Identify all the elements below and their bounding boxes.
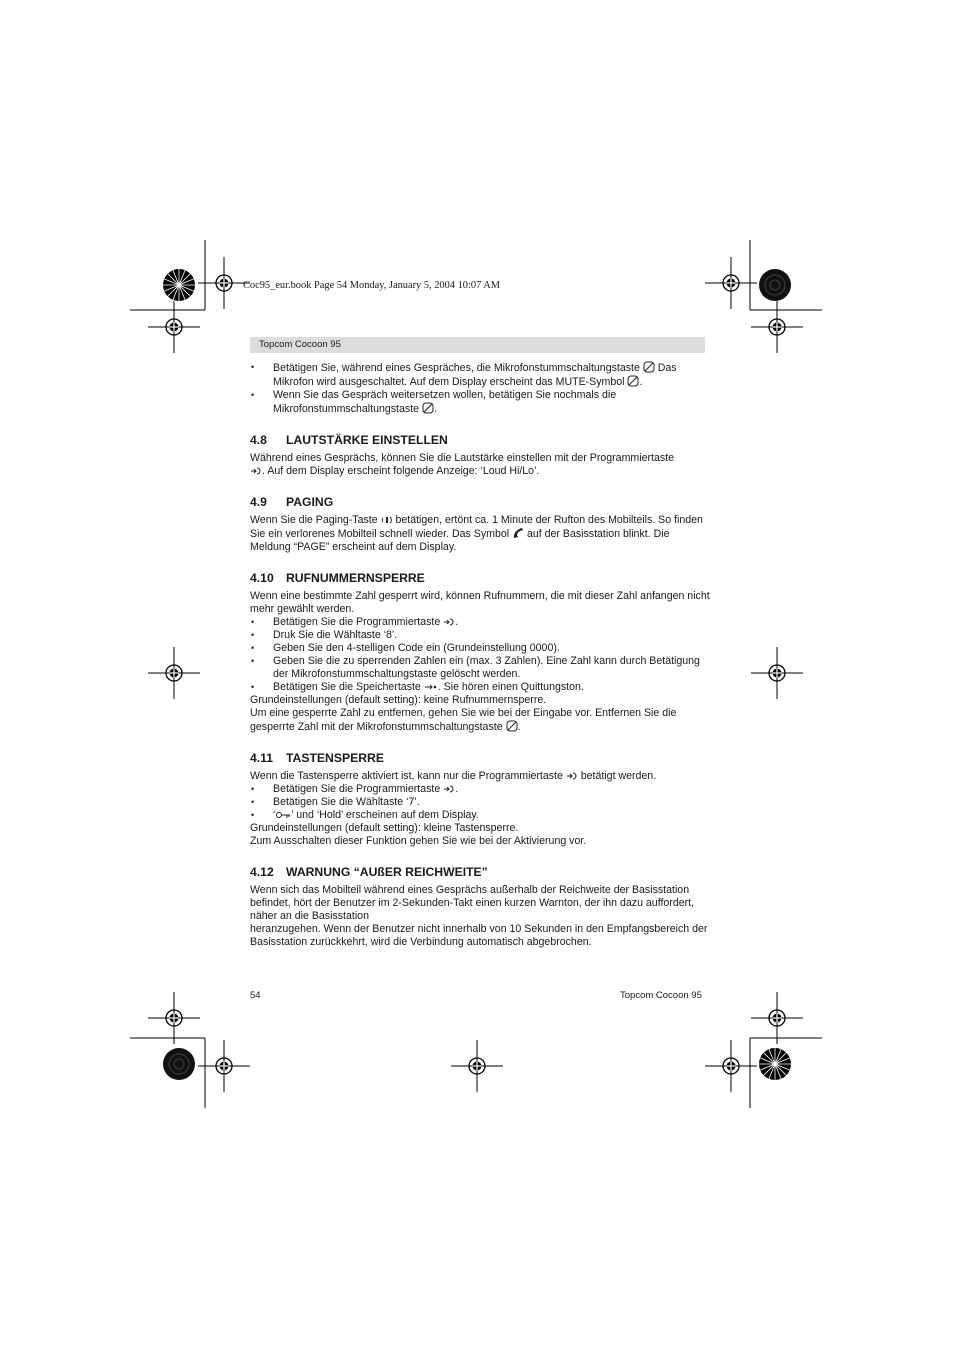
list-item: • Betätigen Sie die Programmiertaste . xyxy=(250,616,710,629)
crosshair-icon xyxy=(751,301,803,353)
paragraph: Grundeinstellungen (default setting): kleine Tastensperre. xyxy=(250,822,519,834)
section-4-12 xyxy=(250,865,710,949)
paragraph: Wenn Sie die Paging-Taste betätigen, ertönt ca. 1 Minute der Rufton des Mobilteils. So finden Sie ein verlorenes Mobilteil schnell wieder. Das Symbol auf der Basisstation blinkt. Die Meldung “PAGE” erscheint auf dem Display. xyxy=(250,514,703,553)
paging-key-icon xyxy=(381,515,393,525)
crosshair-icon xyxy=(705,1040,757,1092)
section-4-11 xyxy=(250,751,710,848)
section-4-9 xyxy=(250,495,710,554)
header-title: Topcom Cocoon 95 xyxy=(259,339,341,350)
list-item: • Druk Sie die Wähltaste ‘8’. xyxy=(250,629,710,642)
crosshair-icon xyxy=(751,992,803,1044)
program-key-icon xyxy=(566,771,578,781)
section-4-8 xyxy=(250,433,710,478)
list-item: • ‘ ’ und ‘Hold’ erscheinen auf dem Display. xyxy=(250,809,710,822)
program-key-icon xyxy=(443,784,455,794)
paragraph: Zum Ausschalten dieser Funktion gehen Sie wie bei der Aktivierung vor. xyxy=(250,835,587,847)
crosshair-icon xyxy=(705,257,757,309)
phone-handset-icon xyxy=(512,527,524,539)
list-item: • Betätigen Sie, während eines Gespräches, die Mikrofonstummschaltungstaste Das Mikrofon wird ausgeschaltet. Auf dem Display erscheint das MUTE-Symbol . xyxy=(250,361,710,389)
page-content xyxy=(250,361,710,949)
section-heading: 4.12 WARNUNG “AUßER REICHWEITE” xyxy=(250,865,488,879)
paragraph: Wenn sich das Mobilteil während eines Gesprächs außerhalb der Reichweite der Basisstation befindet, hört der Benutzer im 2-Sekunden-Takt einen kurzen Warnton, der ihn dazu auffordert, näher an die Basisstation xyxy=(250,884,695,922)
crosshair-icon xyxy=(148,992,200,1044)
mute-key-icon xyxy=(506,720,518,732)
mute-symbol-icon xyxy=(627,375,639,387)
paragraph: Um eine gesperrte Zahl zu entfernen, gehen Sie wie bei der Eingabe vor. Entfernen Sie die gesperrte Zahl mit der Mikrofonstummschaltungstaste . xyxy=(250,707,677,733)
list-item: • Wenn Sie das Gespräch weitersetzen wollen, betätigen Sie nochmals die Mikrofonstummschaltungstaste . xyxy=(250,389,710,416)
crosshair-icon xyxy=(198,1040,250,1092)
section-heading: 4.9 PAGING xyxy=(250,495,334,509)
crosshair-icon xyxy=(751,647,803,699)
mute-key-icon xyxy=(422,402,434,414)
page-number: 54 xyxy=(250,990,261,1001)
crosshair-icon xyxy=(148,301,200,353)
mute-key-icon xyxy=(643,361,655,373)
running-header xyxy=(250,337,705,353)
list-item: • Betätigen Sie die Speichertaste . Sie hören einen Quittungston. xyxy=(250,681,710,694)
section-heading: 4.11 TASTENSPERRE xyxy=(250,751,384,765)
program-key-icon xyxy=(443,617,455,627)
footer-title: Topcom Cocoon 95 xyxy=(620,990,702,1001)
section-4-10 xyxy=(250,571,710,734)
section-heading: 4.8 LAUTSTÄRKE EINSTELLEN xyxy=(250,433,448,447)
paragraph: heranzugehen. Wenn der Benutzer nicht innerhalb von 10 Sekunden in den Empfangsbereich der Basisstation zurückkehrt, wird die Verbindung automatisch abgebrochen. xyxy=(250,923,708,948)
section-heading: 4.10 RUFNUMMERNSPERRE xyxy=(250,571,425,585)
list-item: • Betätigen Sie die Programmiertaste . xyxy=(250,783,710,796)
paragraph: Grundeinstellungen (default setting): keine Rufnummernsperre. xyxy=(250,694,547,706)
star-target-icon xyxy=(759,1048,791,1080)
paragraph: Wenn eine bestimmte Zahl gesperrt wird, können Rufnummern, die mit dieser Zahl anfangen nicht mehr gewählt werden. xyxy=(250,590,710,615)
star-target-icon xyxy=(163,269,195,301)
program-key-icon xyxy=(250,466,262,476)
list-item: • Geben Sie die zu sperrenden Zahlen ein (max. 3 Zahlen). Eine Zahl kann durch Betätigung der Mikrofonstummschaltungstaste gelöscht werden. xyxy=(250,655,710,681)
crosshair-icon xyxy=(148,647,200,699)
list-item: • Geben Sie den 4-stelligen Code ein (Grundeinstellung 0000). xyxy=(250,642,710,655)
dark-target-icon xyxy=(759,269,791,301)
paragraph: Während eines Gesprächs, können Sie die Lautstärke einstellen mit der Programmiertaste . Auf dem Display erscheint folgende Anzeige: ‘Loud Hi/Lo’. xyxy=(250,452,674,477)
list-item: • Betätigen Sie die Wähltaste ‘7’. xyxy=(250,796,710,809)
paragraph: Wenn die Tastensperre aktiviert ist, kann nur die Programmiertaste betätigt werden. xyxy=(250,770,657,782)
crosshair-icon xyxy=(451,1040,503,1092)
keylock-symbol-icon xyxy=(275,810,291,820)
print-slug: Coc95_eur.book Page 54 Monday, January 5, 2004 10:07 AM xyxy=(243,280,501,291)
dark-target-icon xyxy=(163,1048,195,1080)
memory-key-icon xyxy=(424,682,438,692)
